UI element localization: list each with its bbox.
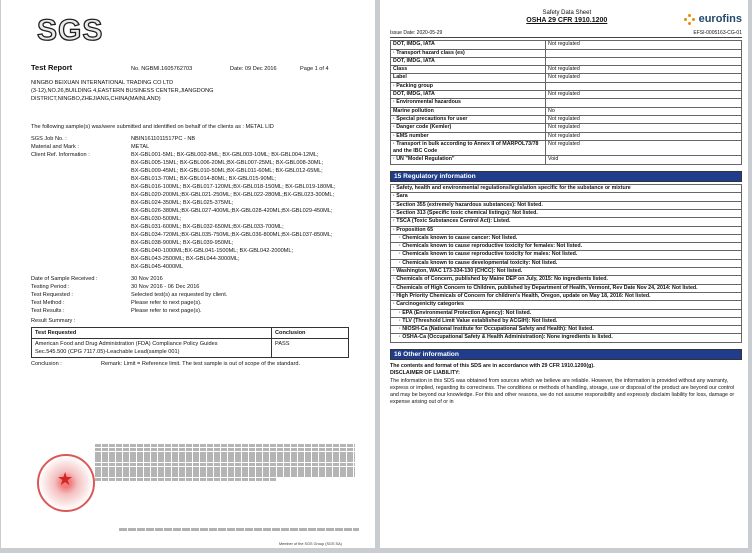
- regulatory-item: · TSCA (Toxic Substances Control Act): Listed.: [391, 218, 742, 226]
- field-value: Please refer to next page(s).: [131, 308, 202, 314]
- transport-value: Not regulated: [546, 140, 742, 156]
- other-info-line: The contents and format of this SDS are in accordance with 29 CFR 1910.1200(g).: [390, 362, 595, 369]
- table-row: [391, 132, 742, 140]
- table-row: [391, 66, 742, 74]
- document-ref: EFSI-0005163-CG-01: [693, 30, 742, 36]
- table-row: [391, 259, 742, 267]
- table-header-test: Test Requested: [32, 328, 272, 339]
- regulatory-item: · OSHA-Ca (Occupational Safety & Health Administration): None ingredients is listed.: [391, 334, 742, 342]
- transport-item: Marine pollution: [391, 107, 546, 115]
- regulatory-item: · Chemicals known to cause cancer: Not listed.: [391, 234, 742, 242]
- transport-value: [546, 49, 742, 57]
- field-row: [31, 299, 367, 307]
- table-row: [391, 226, 742, 234]
- issue-line: [390, 30, 742, 38]
- transport-value: Not regulated: [546, 41, 742, 49]
- transport-item: · UN "Model Regulation": [391, 156, 546, 164]
- regulatory-item: · Chemicals known to cause reproductive toxicity for females: Not listed.: [391, 243, 742, 251]
- field-label: Test Method :: [31, 300, 65, 306]
- table-row: [391, 185, 742, 193]
- table-row: [391, 292, 742, 300]
- transport-item: · Danger code (Kemler): [391, 124, 546, 132]
- transport-value: Not regulated: [546, 91, 742, 99]
- transport-item: DOT, IMDG, IATA: [391, 91, 546, 99]
- section-16-header: 16 Other information: [390, 349, 742, 360]
- transport-item: Label: [391, 74, 546, 82]
- safety-data-sheet-page: [380, 0, 748, 548]
- address-line: DISTRICT,NINGBO,ZHEJIANG,CHINA(MAINLAND): [31, 96, 161, 102]
- field-value: Selected test(s) as requested by client.: [131, 292, 228, 298]
- transport-item: · Environmental hazardous: [391, 99, 546, 107]
- report-page-number: Page 1 of 4: [300, 66, 329, 72]
- eurofins-logo: [684, 14, 742, 26]
- field-row: [31, 151, 367, 159]
- regulatory-table: [390, 184, 742, 343]
- transport-table: [390, 40, 742, 164]
- table-row: [391, 251, 742, 259]
- report-header: [31, 64, 367, 73]
- test-requested-cell: [32, 339, 272, 358]
- field-row: [31, 291, 367, 299]
- client-ref-line: BX-GBL030-500ML;: [131, 216, 182, 222]
- table-row: [391, 82, 742, 90]
- test-line: American Food and Drug Administration (FDA) Compliance Policy Guides: [35, 341, 218, 347]
- transport-value: Not regulated: [546, 124, 742, 132]
- table-row: [391, 309, 742, 317]
- table-row: [391, 317, 742, 325]
- client-ref-line: BX-GBL043-2500ML; BX-GBL044-3000ML;: [131, 256, 240, 262]
- transport-value: Not regulated: [546, 132, 742, 140]
- field-label: Client Ref. Information :: [31, 152, 90, 158]
- client-ref-line: BX-GBL026-380ML;BX-GBL027-400ML;BX-GBL028-420ML;BX-GBL029-450ML;: [131, 208, 333, 214]
- table-row: [391, 124, 742, 132]
- table-row: [391, 218, 742, 226]
- transport-value: Void: [546, 156, 742, 164]
- regulatory-item: · Chemicals known to cause reproductive toxicity for males: Not listed.: [391, 251, 742, 259]
- field-row: [31, 135, 367, 143]
- address-line: NINGBO BEIXUAN INTERNATIONAL TRADING CO LTD: [31, 80, 174, 86]
- sgs-logo: SGS: [37, 14, 104, 47]
- client-ref-line: BX-GBL013-70ML; BX-GBL014-80ML; BX-GBL015-90ML;: [131, 176, 276, 182]
- sgs-test-report-page: [1, 0, 375, 548]
- field-value: NBIN1611011517PC - NB: [131, 136, 196, 142]
- table-row: [391, 276, 742, 284]
- sds-header: [390, 10, 742, 26]
- transport-item: · Transport in bulk according to Annex II of MARPOL73/78 and the IBC Code: [391, 140, 546, 156]
- section-15-header: 15 Regulatory information: [390, 171, 742, 182]
- client-ref-line: BX-GBL038-900ML; BX-GBL039-950ML;: [131, 240, 234, 246]
- regulatory-item: · Washington, WAC 173-334-130 (CHCC): Not listed.: [391, 268, 742, 276]
- regulatory-item: · EPA (Environmental Protection Agency): Not listed.: [391, 309, 742, 317]
- client-ref-line: BX-GBL031-600ML; BX-GBL032-650ML;BX-GBL033-700ML;: [131, 224, 284, 230]
- table-row: [391, 115, 742, 123]
- brand-name: eurofins: [698, 13, 742, 26]
- disclaimer-text: The information in this SDS was obtained from sources which we believe are reliable. However, the information is provided without any warranty, express or implied, regarding its correctness. The conditions or methods of handling, storage, use or disposal of the product are beyond our control and may be beyond our knowledge. For this and other reasons, we do not assume responsibility and expressly disclaim liability for loss, damage or expense arising out of or in: [390, 377, 735, 406]
- field-label: SGS Job No. :: [31, 136, 67, 142]
- field-value: METAL: [131, 144, 150, 150]
- footer-member: Member of the SGS Group (SGS SA): [279, 542, 342, 546]
- footer-contact-line: [119, 528, 359, 531]
- field-label: Testing Period :: [31, 284, 70, 290]
- field-row: [31, 283, 367, 291]
- transport-item: · Special precautions for user: [391, 115, 546, 123]
- transport-value: [546, 99, 742, 107]
- report-date: Date: 09 Dec 2016: [230, 66, 277, 72]
- regulatory-item: · Chemicals of High Concern to Children, published by Department of Health, Vermont, Rev Date Nov 24, 2014: Not listed.: [391, 284, 742, 292]
- conclusion-cell: PASS: [272, 339, 349, 358]
- field-row: [31, 307, 367, 315]
- field-value: BX-GBL001-5ML; BX-GBL002-8ML; BX-GBL003-10ML; BX-GBL004-12ML;: [131, 152, 319, 158]
- regulatory-item: · Chemicals of Concern, published by Maine DEP on July, 2015: No ingredients listed.: [391, 276, 742, 284]
- table-row: [32, 339, 349, 358]
- client-ref-line: BX-GBL045-4000ML: [131, 264, 183, 270]
- regulatory-item: · Sara: [391, 193, 742, 201]
- transport-item: · EMS number: [391, 132, 546, 140]
- table-row: [391, 301, 742, 309]
- client-ref-line: BX-GBL034-720ML;BX-GBL035-750ML;BX-GBL036-800ML;BX-GBL037-850ML;: [131, 232, 333, 238]
- table-row: [391, 334, 742, 342]
- client-ref-line: BX-GBL040-1000ML;BX-GBL041-1500ML; BX-GBL042-2000ML;: [131, 248, 294, 254]
- company-seal-stamp: ★: [37, 454, 95, 512]
- transport-value: [546, 82, 742, 90]
- field-label: Date of Sample Received :: [31, 276, 98, 282]
- regulatory-item: · TLV (Threshold Limit Value established by ACGIH): Not listed.: [391, 317, 742, 325]
- table-row: [391, 268, 742, 276]
- table-row: [391, 201, 742, 209]
- regulatory-item: · Chemicals known to cause developmental toxicity: Not listed.: [391, 259, 742, 267]
- field-value: Please refer to next page(s).: [131, 300, 202, 306]
- table-row: [391, 209, 742, 217]
- table-row: [391, 99, 742, 107]
- table-row: [391, 74, 742, 82]
- field-value: 30 Nov 2016: [131, 276, 163, 282]
- client-ref-line: BX-GBL009-45ML; BX-GBL010-50ML;BX-GBL011-60ML; BX-GBL012-65ML;: [131, 168, 323, 174]
- table-row: [391, 41, 742, 49]
- table-row: [391, 140, 742, 156]
- sample-intro: The following sample(s) was/were submitted and identified on behalf of the clients as : METAL LID: [31, 124, 274, 130]
- table-row: [391, 57, 742, 65]
- client-address: [31, 79, 367, 103]
- conclusion-remark: Remark: Limit = Reference limit. The test sample is out of scope of the standard.: [101, 361, 301, 367]
- eurofins-dots-icon: [684, 14, 696, 26]
- client-ref-list: [131, 159, 367, 271]
- fine-print-disclaimer: [95, 444, 355, 481]
- transport-value: Not regulated: [546, 66, 742, 74]
- field-label: Test Results :: [31, 308, 65, 314]
- client-ref-line: BX-GBL024-350ML; BX-GBL025-375ML;: [131, 200, 234, 206]
- regulatory-item: · Section 313 (Specific toxic chemical listings): Not listed.: [391, 209, 742, 217]
- transport-value: No: [546, 107, 742, 115]
- field-row: [31, 275, 367, 283]
- test-line: Sec.545.500 (CPG 7117.05)-Leachable Lead(sample 001): [35, 349, 180, 355]
- field-row: [31, 143, 367, 151]
- other-info: [390, 363, 742, 407]
- regulatory-item: · Proposition 65: [391, 226, 742, 234]
- transport-item: Class: [391, 66, 546, 74]
- result-table: [31, 327, 349, 358]
- issue-date: Issue Date: 2020-05-29: [390, 30, 443, 36]
- field-value: 30 Nov 2016 - 06 Dec 2016: [131, 284, 200, 290]
- result-summary-label: Result Summary :: [31, 318, 76, 324]
- transport-value: Not regulated: [546, 74, 742, 82]
- table-header-conclusion: Conclusion: [272, 328, 349, 339]
- table-row: [391, 193, 742, 201]
- table-row: [391, 107, 742, 115]
- table-row: [391, 243, 742, 251]
- regulatory-item: · NIOSH-Ca (National Institute for Occupational Safety and Health): Not listed.: [391, 326, 742, 334]
- field-label: Material and Mark :: [31, 144, 79, 150]
- client-ref-line: BX-GBL005-15ML; BX-GBL006-20ML;BX-GBL007-25ML; BX-GBL008-30ML;: [131, 160, 324, 166]
- report-number: No. NGBMI.1605762703: [131, 66, 193, 72]
- transport-item: DOT, IMDG, IATA: [391, 57, 546, 65]
- table-row: [391, 156, 742, 164]
- table-row: [391, 326, 742, 334]
- regulatory-item: · Section 355 (extremely hazardous substances): Not listed.: [391, 201, 742, 209]
- regulatory-item: · High Priority Chemicals of Concern for children's Health, Oregon, update on May 18, 2016: Not listed.: [391, 292, 742, 300]
- sds-standard: OSHA 29 CFR 1910.1200: [526, 17, 608, 25]
- table-row: [391, 91, 742, 99]
- transport-item: · Transport hazard class (es): [391, 49, 546, 57]
- regulatory-item: · Safety, health and environmental regulations/legislation specific for the substance or mixture: [391, 185, 742, 193]
- transport-value: Not regulated: [546, 115, 742, 123]
- table-row: [391, 234, 742, 242]
- report-title: Test Report: [31, 63, 73, 72]
- field-label: Test Requested :: [31, 292, 73, 298]
- table-row: [391, 284, 742, 292]
- conclusion-row: [31, 360, 367, 368]
- address-line: (3-12),NO.26,BUILDING 4,EASTERN BUSINESS CENTER,JIANGDONG: [31, 88, 214, 94]
- regulatory-item: · Carcinogenicity categories: [391, 301, 742, 309]
- sds-title: Safety Data Sheet: [542, 10, 592, 16]
- transport-item: · Packing group: [391, 82, 546, 90]
- disclaimer-title: DISCLAIMER OF LIABILITY:: [390, 370, 460, 377]
- conclusion-label: Conclusion :: [31, 361, 62, 367]
- transport-item: DOT, IMDG, IATA: [391, 41, 546, 49]
- client-ref-line: BX-GBL016-100ML; BX-GBL017-120ML;BX-GBL018-150ML; BX-GBL019-180ML;: [131, 184, 336, 190]
- client-ref-line: BX-GBL020-200ML;BX-GBL021-250ML; BX-GBL022-280ML;BX-GBL023-300ML;: [131, 192, 335, 198]
- table-row: [391, 49, 742, 57]
- transport-value: [546, 57, 742, 65]
